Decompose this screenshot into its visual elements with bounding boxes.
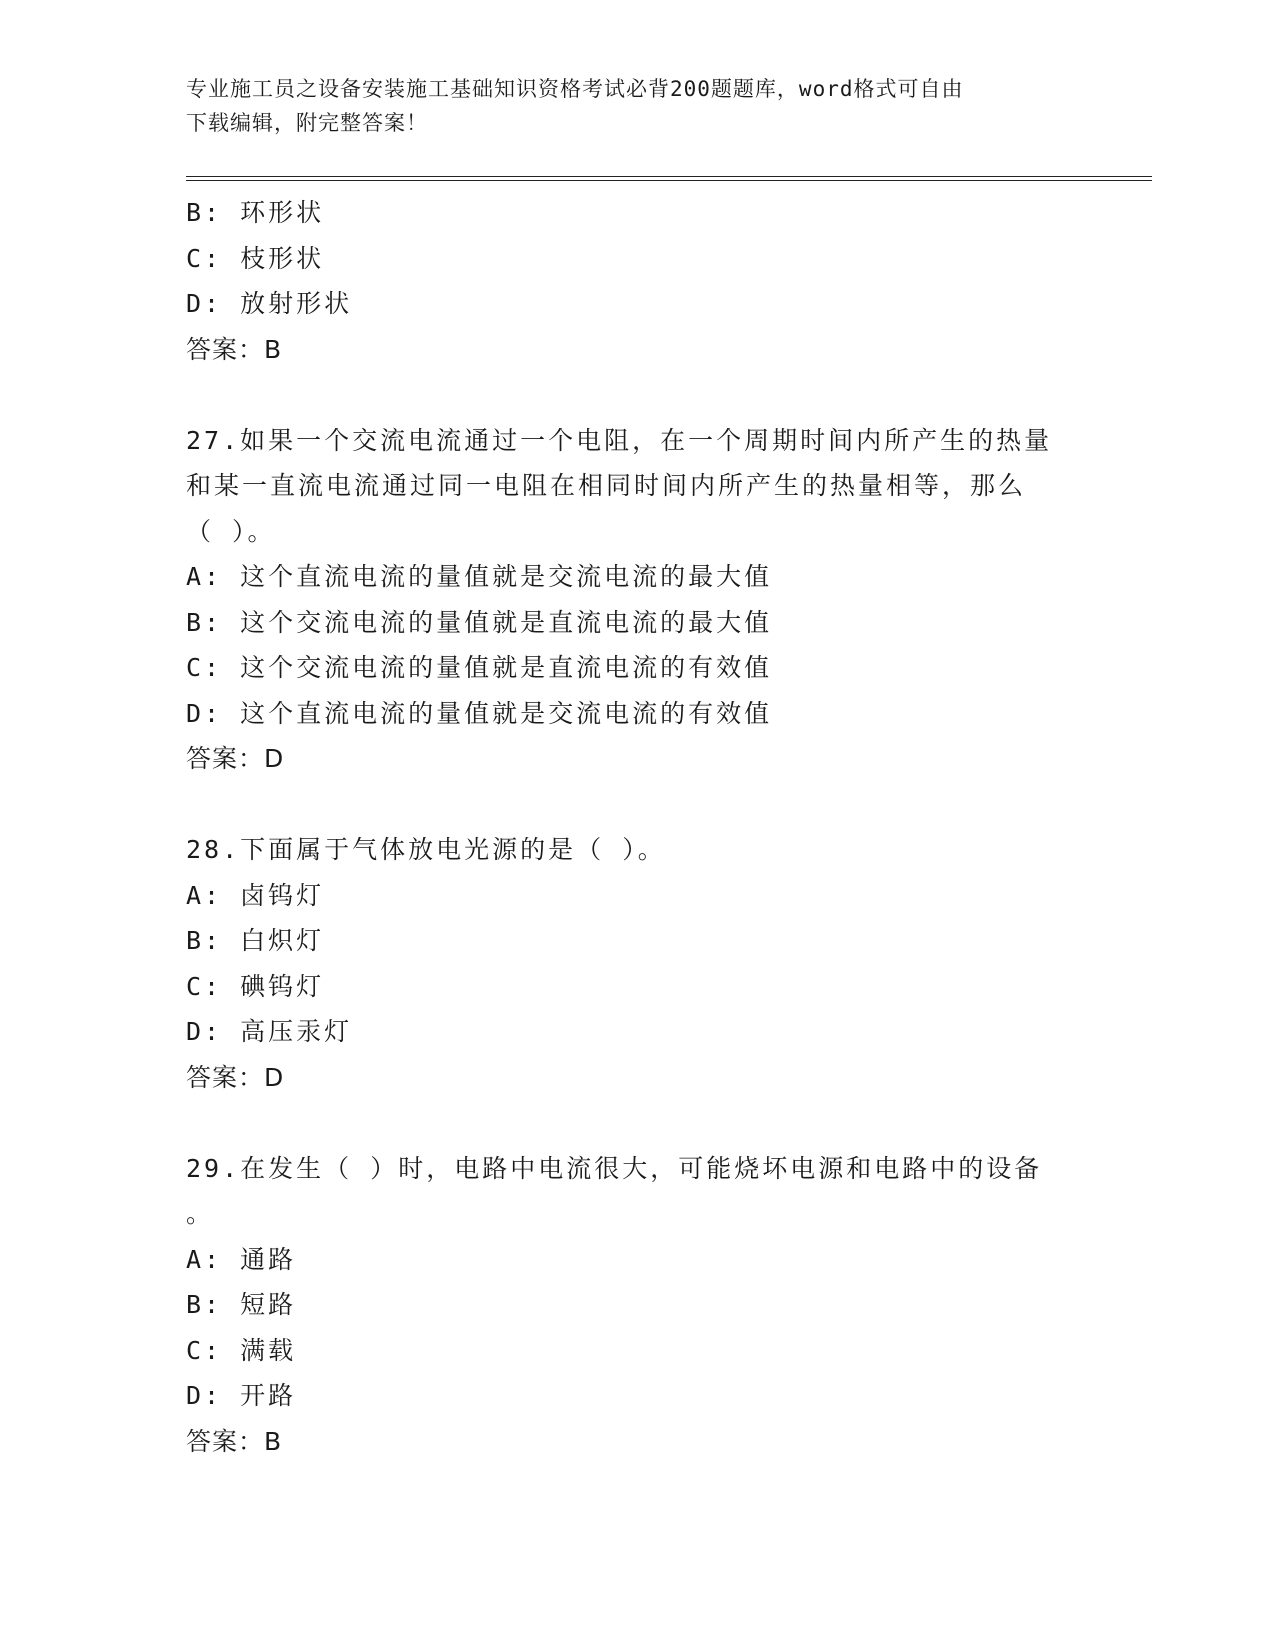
question-text-line: （ ）。 bbox=[186, 516, 276, 546]
option-a: A: 通路 bbox=[186, 1244, 297, 1274]
option-d: D: 这个直流电流的量值就是交流电流的有效值 bbox=[186, 698, 773, 728]
option-b: B: 短路 bbox=[186, 1290, 297, 1319]
question-28 bbox=[186, 827, 1106, 1100]
answer: 答案：B bbox=[186, 334, 283, 364]
option-d: D: 放射形状 bbox=[186, 289, 353, 318]
option-d: D: 开路 bbox=[186, 1381, 297, 1410]
question-26-continued bbox=[186, 190, 1106, 372]
answer: 答案：B bbox=[186, 1426, 283, 1456]
option-c: C: 碘钨灯 bbox=[186, 971, 325, 1001]
option-b: B: 环形状 bbox=[186, 198, 325, 227]
option-c: C: 满载 bbox=[186, 1335, 297, 1365]
question-content bbox=[186, 190, 1106, 1464]
question-text-line: 和某一直流电流通过同一电阻在相同时间内所产生的热量相等，那么 bbox=[186, 471, 1027, 500]
document-header bbox=[186, 72, 1086, 140]
answer: 答案：D bbox=[186, 744, 285, 773]
question-29 bbox=[186, 1146, 1106, 1465]
option-c: C: 枝形状 bbox=[186, 243, 325, 273]
option-b: B: 这个交流电流的量值就是直流电流的最大值 bbox=[186, 607, 773, 637]
header-line-2: 下载编辑，附完整答案！ bbox=[186, 111, 428, 135]
answer: 答案：D bbox=[186, 1062, 285, 1092]
option-c: C: 这个交流电流的量值就是直流电流的有效值 bbox=[186, 653, 773, 682]
spacer bbox=[186, 1100, 1106, 1146]
header-divider bbox=[186, 176, 1152, 181]
question-27 bbox=[186, 418, 1106, 782]
option-a: A: 卤钨灯 bbox=[186, 880, 325, 910]
question-text-line: 。 bbox=[186, 1199, 215, 1228]
header-line-1: 专业施工员之设备安装施工基础知识资格考试必背200题题库，word格式可自由 bbox=[186, 77, 964, 101]
question-text-line: 29.在发生（ ）时，电路中电流很大，可能烧坏电源和电路中的设备 bbox=[186, 1153, 1043, 1183]
question-text-line: 27.如果一个交流电流通过一个电阻，在一个周期时间内所产生的热量 bbox=[186, 425, 1053, 455]
spacer bbox=[186, 782, 1106, 828]
option-a: A: 这个直流电流的量值就是交流电流的最大值 bbox=[186, 562, 773, 591]
spacer bbox=[186, 372, 1106, 418]
option-d: D: 高压汞灯 bbox=[186, 1017, 353, 1046]
question-text-line: 28.下面属于气体放电光源的是（ ）。 bbox=[186, 835, 666, 864]
option-b: B: 白炽灯 bbox=[186, 926, 325, 955]
